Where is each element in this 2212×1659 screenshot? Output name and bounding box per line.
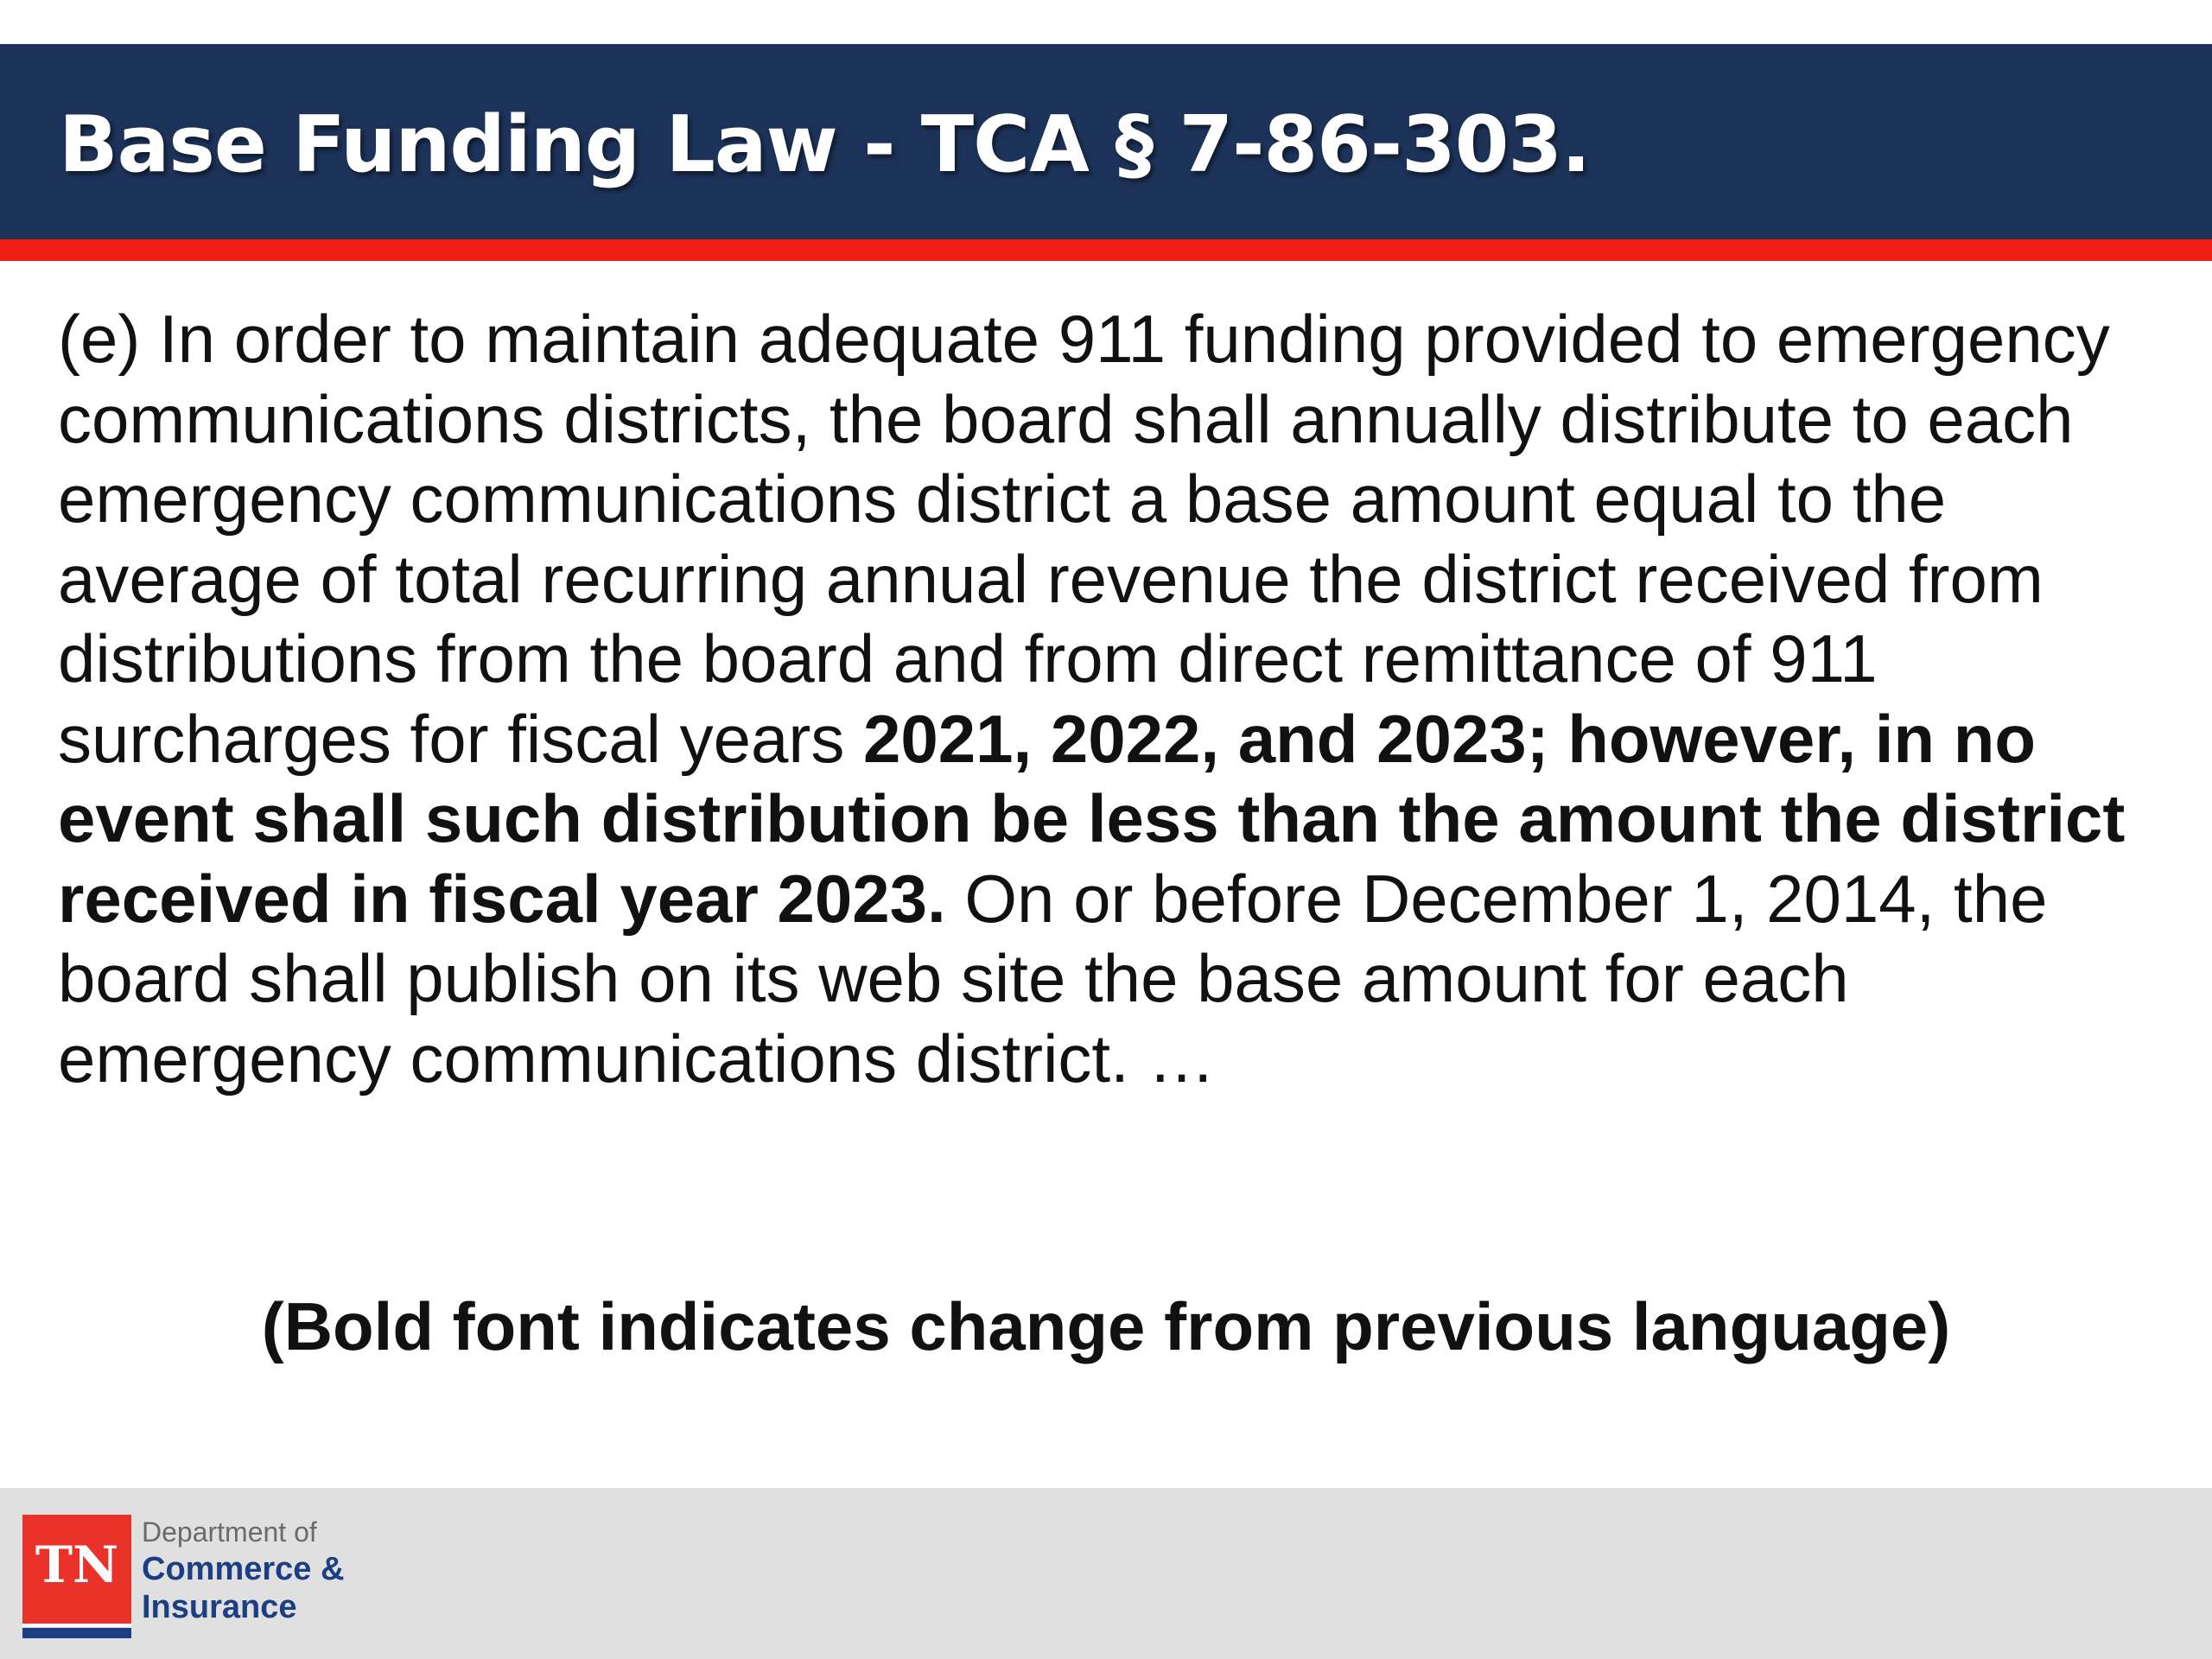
tn-badge-icon	[22, 1515, 131, 1627]
tn-commerce-insurance-logo	[22, 1515, 368, 1644]
statute-text	[58, 299, 2175, 1098]
slide-title: Base Funding Law - TCA § 7-86-303.	[59, 99, 1591, 190]
logo-line-commerce: Commerce &	[142, 1551, 345, 1587]
logo-line-department: Department of	[142, 1516, 317, 1548]
statute-text-regular-end: On or before December 1, 2014, the board shall publish on its web site the base amount for each emergency communications district. …	[58, 860, 2048, 1096]
accent-line	[0, 239, 2212, 261]
statute-text-bold-change: 2021, 2022, and 2023; however, in no event shall such distribution be less than the amount the district received in fiscal year 2023.	[58, 700, 2126, 937]
statute-text-regular: (e) In order to maintain adequate 911 funding provided to emergency communications districts, the board shall annually distribute to each emergency communications district a base amount equal to the average of total recurring annual revenue the district received from distributions from the board and from direct remittance of 911 surcharges for fiscal years	[58, 301, 2110, 777]
logo-line-insurance: Insurance	[142, 1589, 297, 1625]
tn-badge-text: TN	[35, 1535, 119, 1594]
change-note: (Bold font indicates change from previous language)	[261, 1288, 1951, 1364]
logo-underline	[22, 1628, 131, 1638]
